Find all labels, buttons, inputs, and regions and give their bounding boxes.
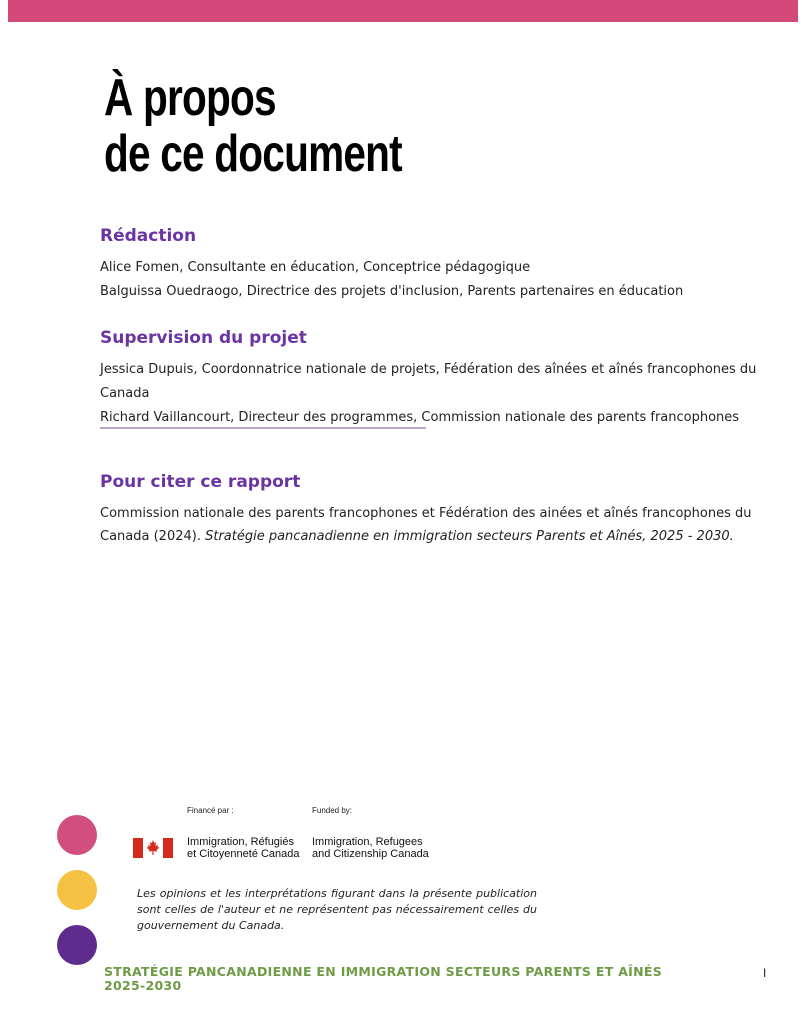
page-title [104,70,402,182]
department-name-en: Immigration, Refugees and Citizenship Canada [312,836,429,860]
footer-title-line2: 2025-2030 [104,978,182,993]
disclaimer-text: Les opinions et les interprétations figurant dans la présente publication sont celles de l'auteur et ne représentent pas nécessairement celles du gouvernement du Canada. [137,887,537,932]
decorative-dot-purple [57,925,97,965]
citation-text-plain: Commission nationale des parents francophones et Fédération des ainées et aînés francophones du Canada (2024). [100,506,752,544]
decorative-dot-pink [57,815,97,855]
redaction-heading: Rédaction [100,226,197,246]
footer-title [104,965,662,993]
top-accent-bar [8,0,798,22]
redaction-section [100,226,683,304]
department-name-fr: Immigration, Réfugiés et Citoyenneté Canada [187,836,300,860]
redaction-line: Balguissa Ouedraogo, Directrice des projets d'inclusion, Parents partenaires en éducation [100,284,684,299]
funded-by-label-en: Funded by: [312,806,353,815]
supervision-line: Jessica Dupuis, Coordonnatrice nationale de projets, Fédération des aînées et aînés francophones du Canada [100,362,757,401]
supervision-line: Richard Vaillancourt, Directeur des programmes, Commission nationale des parents francophones [100,410,740,425]
section-divider [100,427,426,429]
citation-heading: Pour citer ce rapport [100,472,301,492]
page-title-line1: À propos [104,69,276,127]
canada-flag-icon [133,838,173,858]
citation-text-italic: Stratégie pancanadienne en immigration secteurs Parents et Aînés, 2025 - 2030. [205,529,734,544]
citation-text [100,502,770,548]
decorative-dot-yellow [57,870,97,910]
redaction-line: Alice Fomen, Consultante en éducation, Conceptrice pédagogique [100,260,531,275]
supervision-heading: Supervision du projet [100,328,307,348]
citation-section [100,472,770,548]
funded-by-label-fr: Financé par : [187,806,234,815]
page-number: I [763,966,767,980]
page-title-line2: de ce document [104,125,402,183]
supervision-section [100,328,802,430]
footer-title-line1: STRATÉGIE PANCANADIENNE EN IMMIGRATION SECTEURS PARENTS ET AÎNÉS [104,964,663,979]
